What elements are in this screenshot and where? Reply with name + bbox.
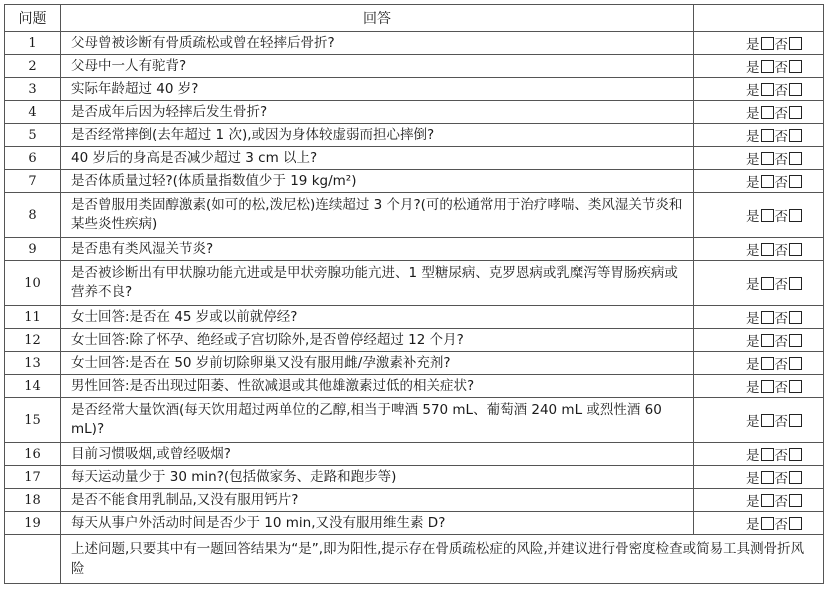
table-row [5, 32, 824, 55]
table-row [5, 101, 824, 124]
yes-checkbox[interactable] [761, 152, 774, 165]
yes-no-choice [694, 55, 824, 78]
question-text: 是否患有类风湿关节炎? [61, 238, 694, 261]
question-text: 父母曾被诊断有骨质疏松或曾在轻摔后骨折? [61, 32, 694, 55]
question-text: 女士回答:除了怀孕、绝经或子宫切除外,是否曾停经超过 12 个月? [61, 329, 694, 352]
no-checkbox[interactable] [789, 471, 802, 484]
question-text: 目前习惯吸烟,或曾经吸烟? [61, 443, 694, 466]
no-checkbox[interactable] [789, 357, 802, 370]
footer-row [5, 535, 824, 584]
question-text: 实际年龄超过 40 岁? [61, 78, 694, 101]
question-text: 女士回答:是否在 50 岁前切除卵巢又没有服用雌/孕激素补充剂? [61, 352, 694, 375]
yes-no-choice [694, 101, 824, 124]
yes-checkbox[interactable] [761, 277, 774, 290]
yes-no-choice [694, 512, 824, 535]
question-number: 1 [5, 32, 61, 55]
yes-no-choice [694, 306, 824, 329]
no-checkbox[interactable] [789, 517, 802, 530]
yes-label: 是 [746, 129, 760, 145]
question-text: 每天从事户外活动时间是否少于 10 min,又没有服用维生素 D? [61, 512, 694, 535]
yes-no-choice [694, 193, 824, 238]
question-text: 是否被诊断出有甲状腺功能亢进或是甲状旁腺功能亢进、1 型糖尿病、克罗恩病或乳糜泻等胃肠疾病或营养不良? [61, 261, 694, 306]
no-label: 否 [774, 494, 788, 510]
table-row [5, 306, 824, 329]
yes-label: 是 [746, 152, 760, 168]
no-label: 否 [774, 60, 788, 76]
yes-no-choice [694, 352, 824, 375]
question-number: 3 [5, 78, 61, 101]
question-number: 7 [5, 170, 61, 193]
yes-no-choice [694, 489, 824, 512]
table-row [5, 375, 824, 398]
footer-note: 上述问题,只要其中有一题回答结果为“是”,即为阳性,提示存在骨质疏松症的风险,并建议进行骨密度检查或简易工具测骨折风险 [61, 535, 824, 584]
no-label: 否 [774, 83, 788, 99]
risk-questionnaire-table [4, 4, 824, 584]
no-checkbox[interactable] [789, 414, 802, 427]
no-label: 否 [774, 334, 788, 350]
question-text: 男性回答:是否出现过阳萎、性欲减退或其他雄激素过低的相关症状? [61, 375, 694, 398]
no-label: 否 [774, 448, 788, 464]
table-row [5, 512, 824, 535]
question-number: 10 [5, 261, 61, 306]
yes-checkbox[interactable] [761, 357, 774, 370]
yes-label: 是 [746, 243, 760, 259]
table-row [5, 398, 824, 443]
question-number: 19 [5, 512, 61, 535]
no-label: 否 [774, 311, 788, 327]
no-label: 否 [774, 277, 788, 293]
header-row [5, 5, 824, 32]
yes-label: 是 [746, 311, 760, 327]
question-number: 16 [5, 443, 61, 466]
yes-checkbox[interactable] [761, 334, 774, 347]
yes-checkbox[interactable] [761, 414, 774, 427]
yes-no-choice [694, 147, 824, 170]
table-row [5, 147, 824, 170]
no-label: 否 [774, 357, 788, 373]
no-checkbox[interactable] [789, 37, 802, 50]
yes-no-choice [694, 375, 824, 398]
yes-checkbox[interactable] [761, 448, 774, 461]
question-number: 12 [5, 329, 61, 352]
question-text: 是否不能食用乳制品,又没有服用钙片? [61, 489, 694, 512]
no-label: 否 [774, 129, 788, 145]
question-text: 是否曾服用类固醇激素(如可的松,泼尼松)连续超过 3 个月?(可的松通常用于治疗哮喘、类风湿关节炎和某些炎性疾病) [61, 193, 694, 238]
no-checkbox[interactable] [789, 494, 802, 507]
question-text: 是否经常摔倒(去年超过 1 次),或因为身体较虚弱而担心摔倒? [61, 124, 694, 147]
question-number: 18 [5, 489, 61, 512]
question-text: 女士回答:是否在 45 岁或以前就停经? [61, 306, 694, 329]
question-number: 17 [5, 466, 61, 489]
no-checkbox[interactable] [789, 83, 802, 96]
yes-label: 是 [746, 471, 760, 487]
no-label: 否 [774, 243, 788, 259]
question-number: 11 [5, 306, 61, 329]
yes-label: 是 [746, 414, 760, 430]
yes-label: 是 [746, 60, 760, 76]
question-number: 14 [5, 375, 61, 398]
yes-no-choice [694, 78, 824, 101]
table-row [5, 489, 824, 512]
table-row [5, 193, 824, 238]
yes-label: 是 [746, 277, 760, 293]
yes-no-choice [694, 32, 824, 55]
question-text: 是否经常大量饮酒(每天饮用超过两单位的乙醇,相当于啤酒 570 mL、葡萄酒 240 mL 或烈性酒 60 mL)? [61, 398, 694, 443]
no-checkbox[interactable] [789, 152, 802, 165]
yes-checkbox[interactable] [761, 106, 774, 119]
no-label: 否 [774, 414, 788, 430]
yes-label: 是 [746, 83, 760, 99]
table-row [5, 261, 824, 306]
no-label: 否 [774, 37, 788, 53]
table-row [5, 170, 824, 193]
no-label: 否 [774, 175, 788, 191]
question-text: 40 岁后的身高是否减少超过 3 cm 以上? [61, 147, 694, 170]
yes-no-choice [694, 443, 824, 466]
yes-checkbox[interactable] [761, 60, 774, 73]
question-number: 9 [5, 238, 61, 261]
table-row [5, 78, 824, 101]
header-answer: 回答 [61, 5, 694, 32]
no-label: 否 [774, 380, 788, 396]
yes-label: 是 [746, 494, 760, 510]
yes-checkbox[interactable] [761, 243, 774, 256]
table-row [5, 55, 824, 78]
question-number: 13 [5, 352, 61, 375]
yes-checkbox[interactable] [761, 494, 774, 507]
header-question-number: 问题 [5, 5, 61, 32]
no-label: 否 [774, 209, 788, 225]
table-row [5, 238, 824, 261]
question-number: 6 [5, 147, 61, 170]
yes-checkbox[interactable] [761, 517, 774, 530]
yes-no-choice [694, 329, 824, 352]
yes-label: 是 [746, 448, 760, 464]
no-checkbox[interactable] [789, 60, 802, 73]
table-row [5, 443, 824, 466]
no-label: 否 [774, 471, 788, 487]
no-checkbox[interactable] [789, 380, 802, 393]
question-number: 2 [5, 55, 61, 78]
question-number: 8 [5, 193, 61, 238]
yes-label: 是 [746, 175, 760, 191]
yes-checkbox[interactable] [761, 175, 774, 188]
yes-label: 是 [746, 106, 760, 122]
no-label: 否 [774, 106, 788, 122]
yes-checkbox[interactable] [761, 471, 774, 484]
table-row [5, 352, 824, 375]
yes-label: 是 [746, 37, 760, 53]
table-row [5, 466, 824, 489]
yes-no-choice [694, 124, 824, 147]
yes-checkbox[interactable] [761, 311, 774, 324]
no-label: 否 [774, 517, 788, 533]
question-number: 15 [5, 398, 61, 443]
no-checkbox[interactable] [789, 311, 802, 324]
yes-checkbox[interactable] [761, 380, 774, 393]
yes-checkbox[interactable] [761, 209, 774, 222]
yes-no-choice [694, 170, 824, 193]
no-checkbox[interactable] [789, 106, 802, 119]
no-checkbox[interactable] [789, 129, 802, 142]
yes-no-choice [694, 238, 824, 261]
yes-no-choice [694, 398, 824, 443]
no-checkbox[interactable] [789, 334, 802, 347]
yes-label: 是 [746, 334, 760, 350]
yes-checkbox[interactable] [761, 83, 774, 96]
question-text: 是否体质量过轻?(体质量指数值少于 19 kg/m²) [61, 170, 694, 193]
question-number: 5 [5, 124, 61, 147]
question-text: 是否成年后因为轻摔后发生骨折? [61, 101, 694, 124]
yes-no-choice [694, 466, 824, 489]
no-checkbox[interactable] [789, 277, 802, 290]
yes-no-choice [694, 261, 824, 306]
no-checkbox[interactable] [789, 243, 802, 256]
yes-label: 是 [746, 517, 760, 533]
no-checkbox[interactable] [789, 175, 802, 188]
question-number: 4 [5, 101, 61, 124]
question-text: 父母中一人有驼背? [61, 55, 694, 78]
no-checkbox[interactable] [789, 448, 802, 461]
no-label: 否 [774, 152, 788, 168]
table-row [5, 329, 824, 352]
yes-checkbox[interactable] [761, 37, 774, 50]
yes-label: 是 [746, 357, 760, 373]
yes-label: 是 [746, 209, 760, 225]
yes-checkbox[interactable] [761, 129, 774, 142]
table-row [5, 124, 824, 147]
question-text: 每天运动量少于 30 min?(包括做家务、走路和跑步等) [61, 466, 694, 489]
no-checkbox[interactable] [789, 209, 802, 222]
yes-label: 是 [746, 380, 760, 396]
header-choice [694, 5, 824, 32]
